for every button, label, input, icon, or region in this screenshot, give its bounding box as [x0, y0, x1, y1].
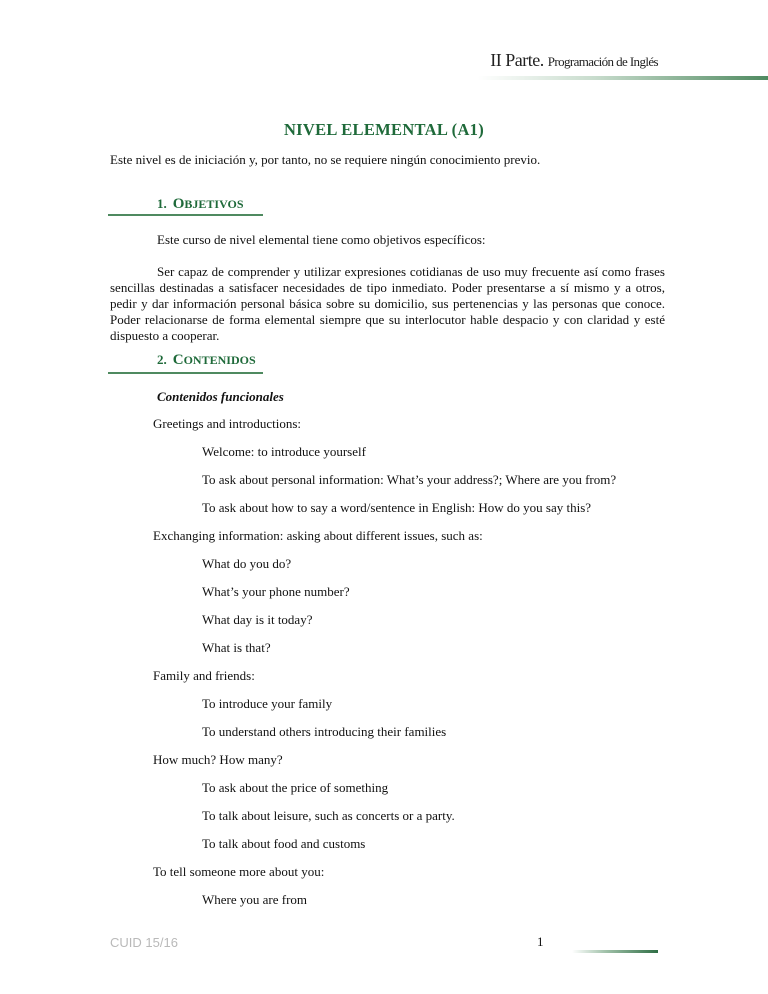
list-item: What’s your phone number? — [202, 584, 350, 599]
list-item: Greetings and introductions: — [153, 416, 302, 431]
section-1-heading-first: O — [172, 196, 185, 212]
list-item: To ask about personal information: What’s your address?; Where are you from? — [202, 472, 617, 487]
footer-course-code: CUID 15/16 — [110, 935, 178, 950]
list-item: What do you do? — [202, 556, 292, 571]
list-item: What day is it today? — [202, 612, 313, 627]
list-item: Exchanging information: asking about different issues, such as: — [153, 528, 483, 543]
section-1-heading — [157, 196, 244, 213]
functional-contents-subheading: Contenidos funcionales — [157, 389, 284, 404]
section-2-heading-rest: ONTENIDOS — [183, 353, 256, 367]
list-item: To introduce your family — [202, 696, 333, 711]
list-item: To talk about food and customs — [202, 836, 366, 851]
objectives-intro: Este curso de nivel elemental tiene como objetivos específicos: — [157, 232, 486, 247]
header-subtitle: Programación de Inglés — [547, 54, 658, 69]
list-item: To ask about the price of something — [202, 780, 389, 795]
objectives-paragraph: Ser capaz de comprender y utilizar expresiones cotidianas de uso muy frecuente así como frases sencillas destinadas a satisfacer necesidades de tipo inmediato. Poder presentarse a sí mismo y a otros, pedir y dar información personal básica sobre su domicilio, sus pertenencias y las personas que conoce. Poder relacionarse de forma elemental siempre que su interlocutor hable despacio y con claridad y esté dispuesto a cooperar. — [110, 264, 665, 343]
header-rule — [478, 76, 768, 80]
list-item: To ask about how to say a word/sentence in English: How do you say this? — [202, 500, 592, 515]
section-1-number: 1. — [157, 196, 167, 211]
list-item: Where you are from — [202, 892, 308, 907]
footer-rule — [572, 950, 658, 953]
section-2-heading — [157, 352, 256, 369]
list-item: Family and friends: — [153, 668, 255, 683]
page-number: 1 — [537, 934, 544, 949]
list-item: To understand others introducing their families — [202, 724, 447, 739]
section-1-heading-rest: BJETIVOS — [184, 197, 244, 211]
list-item: To talk about leisure, such as concerts or a party. — [202, 808, 455, 823]
header-part: II Parte. — [490, 50, 544, 70]
running-header — [490, 50, 658, 71]
section-2-rule — [108, 372, 263, 374]
section-2-number: 2. — [157, 352, 167, 367]
section-2-heading-first: C — [172, 352, 184, 368]
section-1-rule — [108, 214, 263, 216]
intro-paragraph: Este nivel es de iniciación y, por tanto, no se requiere ningún conocimiento previo. — [110, 152, 541, 167]
list-item: What is that? — [202, 640, 271, 655]
list-item: Welcome: to introduce yourself — [202, 444, 366, 459]
page-title: NIVEL ELEMENTAL (A1) — [283, 120, 485, 139]
list-item: How much? How many? — [153, 752, 283, 767]
list-item: To tell someone more about you: — [153, 864, 325, 879]
